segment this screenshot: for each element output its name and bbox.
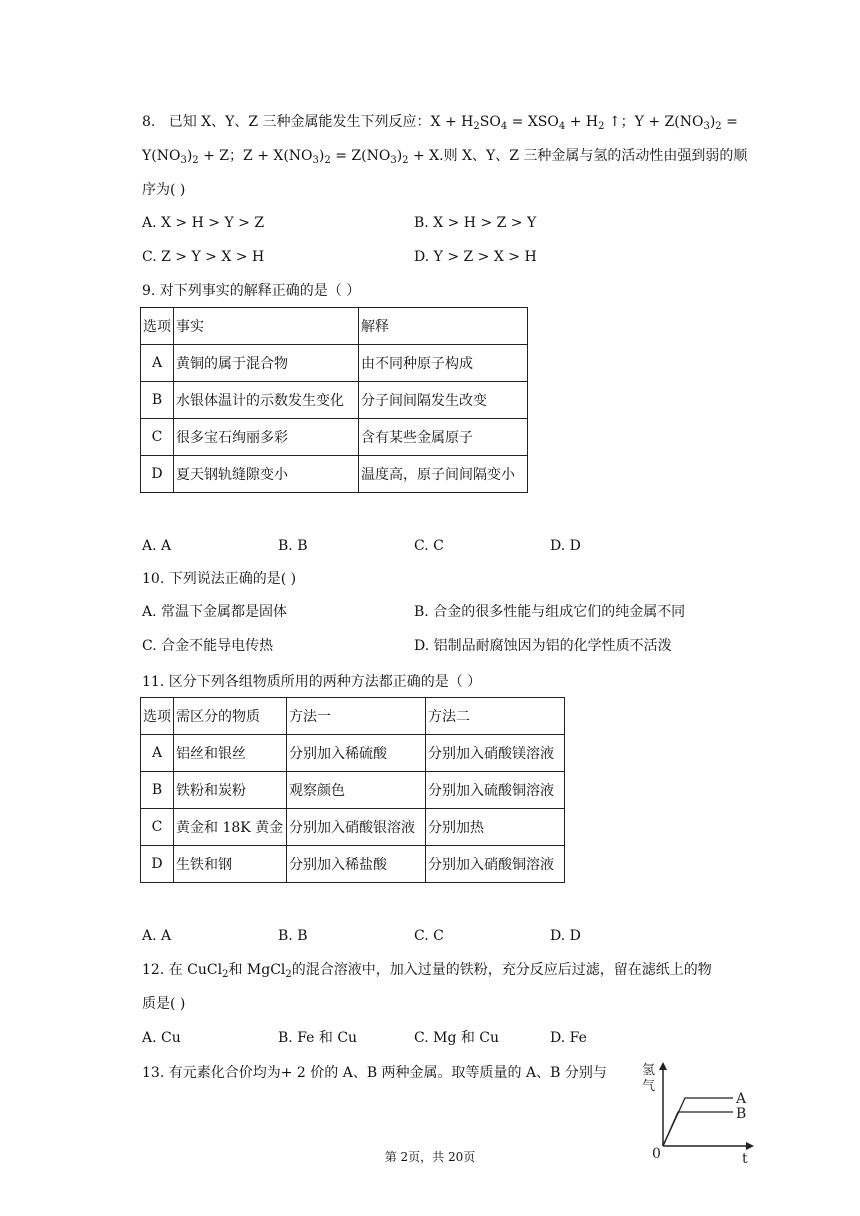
- y-axis-label-char1: 氢: [642, 1063, 656, 1078]
- q10-option-c[interactable]: C. 合金不能导电传热: [142, 638, 274, 654]
- table-cell: D: [141, 846, 174, 883]
- q10-option-d[interactable]: D. 铝制品耐腐蚀因为铝的化学性质不活泼: [414, 638, 672, 654]
- table-cell: 黄金和 18K 黄金: [174, 809, 287, 846]
- q11-table: [140, 697, 565, 883]
- table-row: [141, 456, 528, 493]
- q12-line1: 12. 在 CuCl$_2$和 MgCl$_2$的混合溶液中，加入过量的铁粉，充分反应后过滤，留在滤纸上的物: [142, 962, 712, 980]
- q12-option-d[interactable]: D. Fe: [550, 1030, 587, 1046]
- table-cell: 分别加入硫酸铜溶液: [426, 772, 565, 809]
- q12-line2: 质是( ): [142, 996, 186, 1012]
- table-row: [141, 846, 565, 883]
- q12-option-c[interactable]: C. Mg 和 Cu: [414, 1030, 500, 1046]
- table-cell: 分别加热: [426, 809, 565, 846]
- table-cell: 选项: [141, 698, 174, 735]
- table-cell: 分子间间隔发生改变: [359, 382, 528, 419]
- table-cell: B: [141, 382, 174, 419]
- q10-stem: 10. 下列说法正确的是( ): [142, 571, 297, 587]
- table-cell: C: [141, 809, 174, 846]
- y-axis-label-char2: 气: [642, 1079, 656, 1094]
- table-row: [141, 809, 565, 846]
- q9-option-a[interactable]: A. A: [142, 538, 172, 554]
- table-cell: 很多宝石绚丽多彩: [174, 419, 359, 456]
- table-cell: 铁粉和炭粉: [174, 772, 287, 809]
- page-footer: 第 2页，共 20页: [384, 1150, 476, 1164]
- q11-option-a[interactable]: A. A: [142, 928, 172, 944]
- table-row: [141, 345, 528, 382]
- table-cell: 需区分的物质: [174, 698, 287, 735]
- table-cell: 方法一: [287, 698, 426, 735]
- q13-stem: 13. 有元素化合价均为+ 2 价的 A、B 两种金属。取等质量的 A、B 分别与: [142, 1065, 607, 1081]
- q10-option-a[interactable]: A. 常温下金属都是固体: [142, 604, 288, 620]
- q9-stem: 9. 对下列事实的解释正确的是（ ）: [142, 283, 361, 299]
- table-cell: A: [141, 735, 174, 772]
- series-a-label: A: [736, 1091, 747, 1107]
- table-cell: 温度高，原子间间隔变小: [359, 456, 528, 493]
- table-cell: 分别加入稀硫酸: [287, 735, 426, 772]
- table-cell: 分别加入稀盐酸: [287, 846, 426, 883]
- table-cell: 分别加入硝酸银溶液: [287, 809, 426, 846]
- table-cell: D: [141, 456, 174, 493]
- table-row: [141, 698, 565, 735]
- table-row: [141, 308, 528, 345]
- q11-option-c[interactable]: C. C: [414, 928, 444, 944]
- table-cell: 含有某些金属原子: [359, 419, 528, 456]
- q8-line3: 序为( ): [142, 182, 186, 198]
- series-b-line: [663, 1112, 733, 1146]
- table-cell: 水银体温计的示数发生变化: [174, 382, 359, 419]
- table-cell: 分别加入硝酸铜溶液: [426, 846, 565, 883]
- table-cell: 观察颜色: [287, 772, 426, 809]
- series-b-label: B: [736, 1106, 747, 1122]
- q12-option-a[interactable]: A. Cu: [142, 1030, 181, 1046]
- origin-label: 0: [652, 1146, 661, 1162]
- q8-line1: 8. 已知 X、Y、Z 三种金属能发生下列反应：$X + H_2SO_4 = XSO_4 + H_2$ ↑；$Y + Z(NO_3)_2$ =: [142, 114, 738, 132]
- table-cell: A: [141, 345, 174, 382]
- q9-option-d[interactable]: D. D: [550, 538, 581, 554]
- q11-option-d[interactable]: D. D: [550, 928, 581, 944]
- q8-option-d[interactable]: D. Y > Z > X > H: [414, 249, 537, 265]
- table-cell: 选项: [141, 308, 174, 345]
- x-axis-label: t: [742, 1151, 748, 1167]
- table-cell: 事实: [174, 308, 359, 345]
- table-cell: C: [141, 419, 174, 456]
- y-axis-arrow: [659, 1062, 667, 1070]
- q11-stem: 11. 区分下列各组物质所用的两种方法都正确的是（ ）: [142, 674, 482, 690]
- q9-option-b[interactable]: B. B: [278, 538, 308, 554]
- table-row: [141, 735, 565, 772]
- q8-option-c[interactable]: C. Z > Y > X > H: [142, 249, 265, 265]
- table-cell: 由不同种原子构成: [359, 345, 528, 382]
- q8-line2: $Y(NO_3)_2 + Z$；$Z + X(NO_3)_2 = Z(NO_3)_2 + X$.则 X、Y、Z 三种金属与氢的活动性由强到弱的顺: [142, 148, 748, 166]
- q9-table: [140, 307, 528, 493]
- table-row: [141, 419, 528, 456]
- table-cell: 解释: [359, 308, 528, 345]
- q8-option-b[interactable]: B. X > H > Z > Y: [414, 215, 537, 231]
- q9-option-c[interactable]: C. C: [414, 538, 444, 554]
- table-cell: 生铁和钢: [174, 846, 287, 883]
- q10-option-b[interactable]: B. 合金的很多性能与组成它们的纯金属不同: [414, 604, 686, 620]
- table-row: [141, 772, 565, 809]
- table-cell: 分别加入硝酸镁溶液: [426, 735, 565, 772]
- q8-option-a[interactable]: A. X > H > Y > Z: [142, 215, 265, 231]
- q12-option-b[interactable]: B. Fe 和 Cu: [278, 1030, 358, 1046]
- table-cell: 方法二: [426, 698, 565, 735]
- q11-option-b[interactable]: B. B: [278, 928, 308, 944]
- table-cell: B: [141, 772, 174, 809]
- table-cell: 黄铜的属于混合物: [174, 345, 359, 382]
- table-cell: 夏天钢轨缝隙变小: [174, 456, 359, 493]
- table-cell: 铝丝和银丝: [174, 735, 287, 772]
- table-row: [141, 382, 528, 419]
